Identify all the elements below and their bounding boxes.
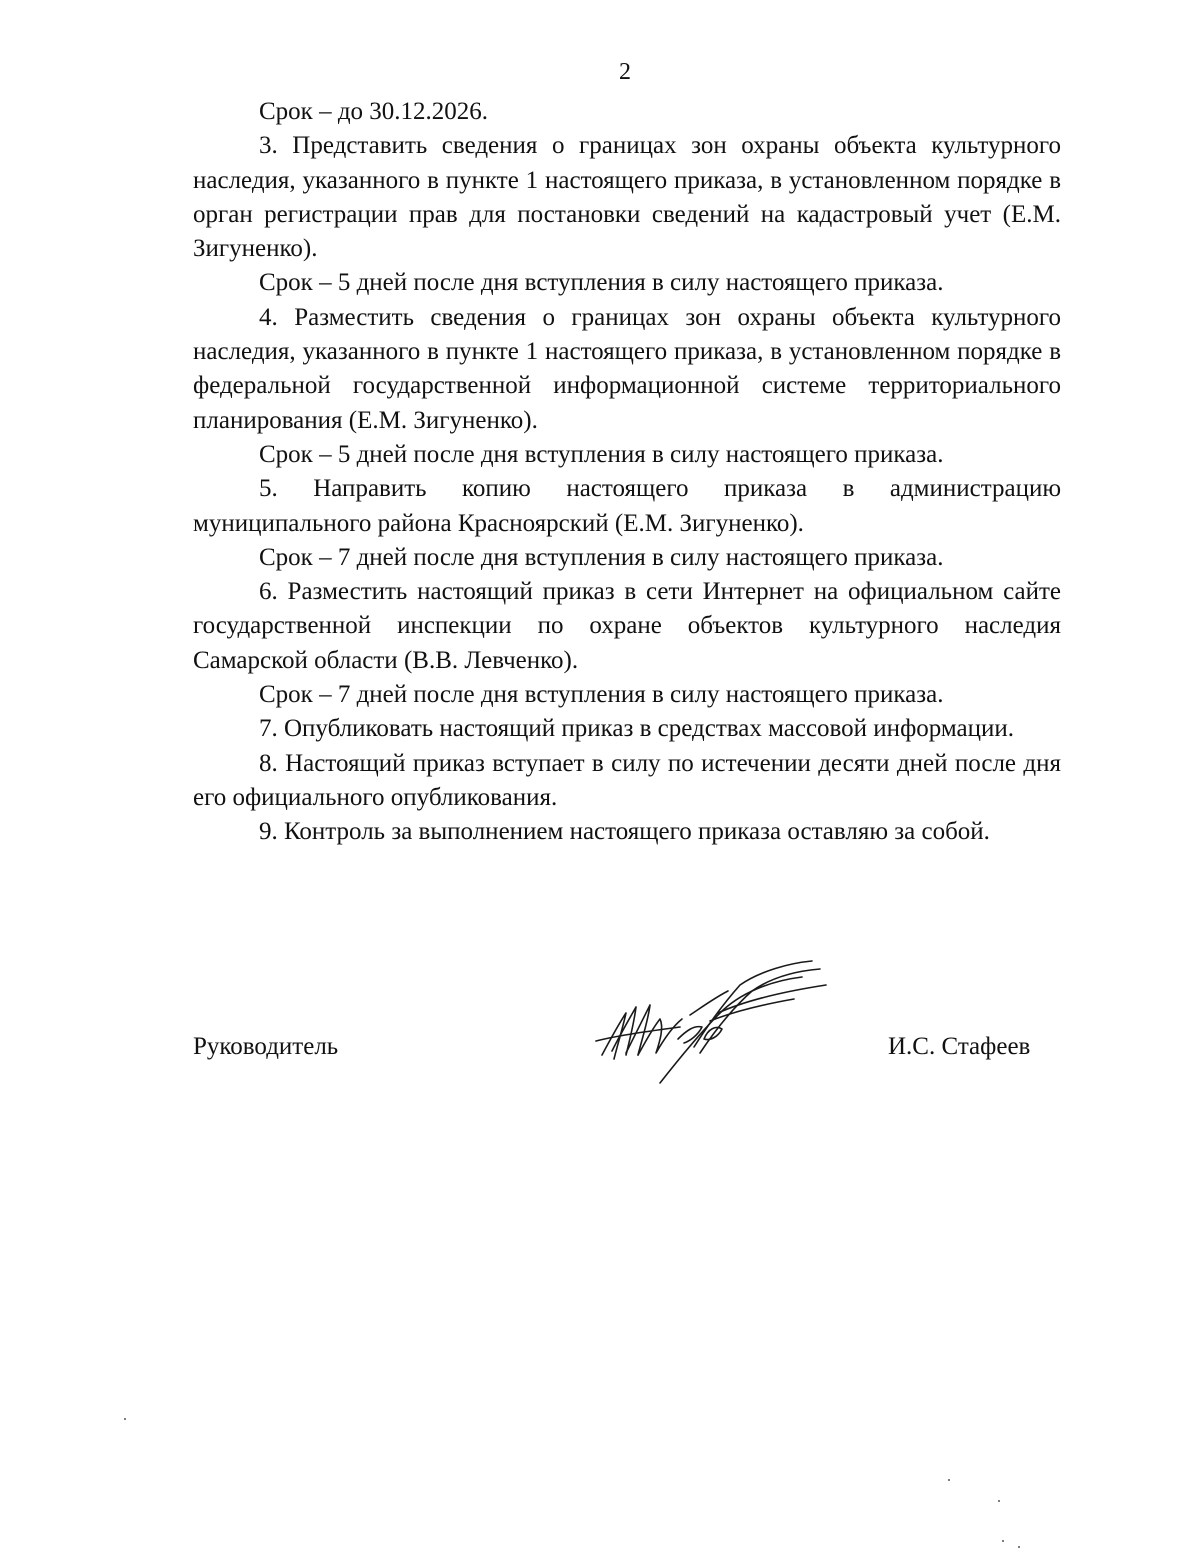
order-item-9: 9. Контроль за выполнением настоящего приказа оставляю за собой.: [259, 818, 990, 846]
deadline-paragraph: Срок – 5 дней после дня вступления в силу настоящего приказа.: [259, 440, 944, 468]
order-item-7: 7. Опубликовать настоящий приказ в средствах массовой информации.: [259, 715, 1015, 743]
scan-artifact: [998, 1500, 1000, 1502]
deadline-paragraph: Срок – 7 дней после дня вступления в силу настоящего приказа.: [259, 543, 944, 571]
signer-name: И.С. Стафеев: [888, 1033, 1031, 1060]
scan-artifact: [1018, 1546, 1020, 1548]
document-body: [193, 95, 1061, 850]
deadline-paragraph: Срок – 5 дней после дня вступления в силу настоящего приказа.: [259, 269, 944, 297]
order-item-4: 4. Разместить сведения о границах зон охраны объекта культурного наследия, указанного в пункте 1 настоящего приказа, в установленном порядке в федеральной государственной информационной системе территориального планирования (Е.М. Зигуненко).: [193, 303, 1061, 434]
scan-artifact: [1002, 1540, 1004, 1542]
order-item-6: 6. Разместить настоящий приказ в сети Интернет на официальном сайте государственной инспекции по охране объектов культурного наследия Самарской области (В.В. Левченко).: [193, 578, 1061, 674]
deadline-paragraph: Срок – до 30.12.2026.: [259, 98, 489, 125]
scan-artifact: [948, 1479, 950, 1481]
handwritten-signature-icon: [590, 955, 830, 1090]
signer-title: Руководитель: [193, 1033, 339, 1060]
scan-artifact: [124, 1418, 126, 1420]
page-number: 2: [619, 59, 631, 85]
order-item-5: 5. Направить копию настоящего приказа в администрацию муниципального района Красноярский (Е.М. Зигуненко).: [193, 475, 1061, 537]
order-item-3: 3. Представить сведения о границах зон охраны объекта культурного наследия, указанного в пункте 1 настоящего приказа, в установленном порядке в орган регистрации прав для постановки сведений на кадастровый учет (Е.М. Зигуненко).: [193, 132, 1061, 263]
deadline-paragraph: Срок – 7 дней после дня вступления в силу настоящего приказа.: [259, 681, 944, 709]
order-item-8: 8. Настоящий приказ вступает в силу по истечении десяти дней после дня его официального опубликования.: [193, 749, 1061, 811]
